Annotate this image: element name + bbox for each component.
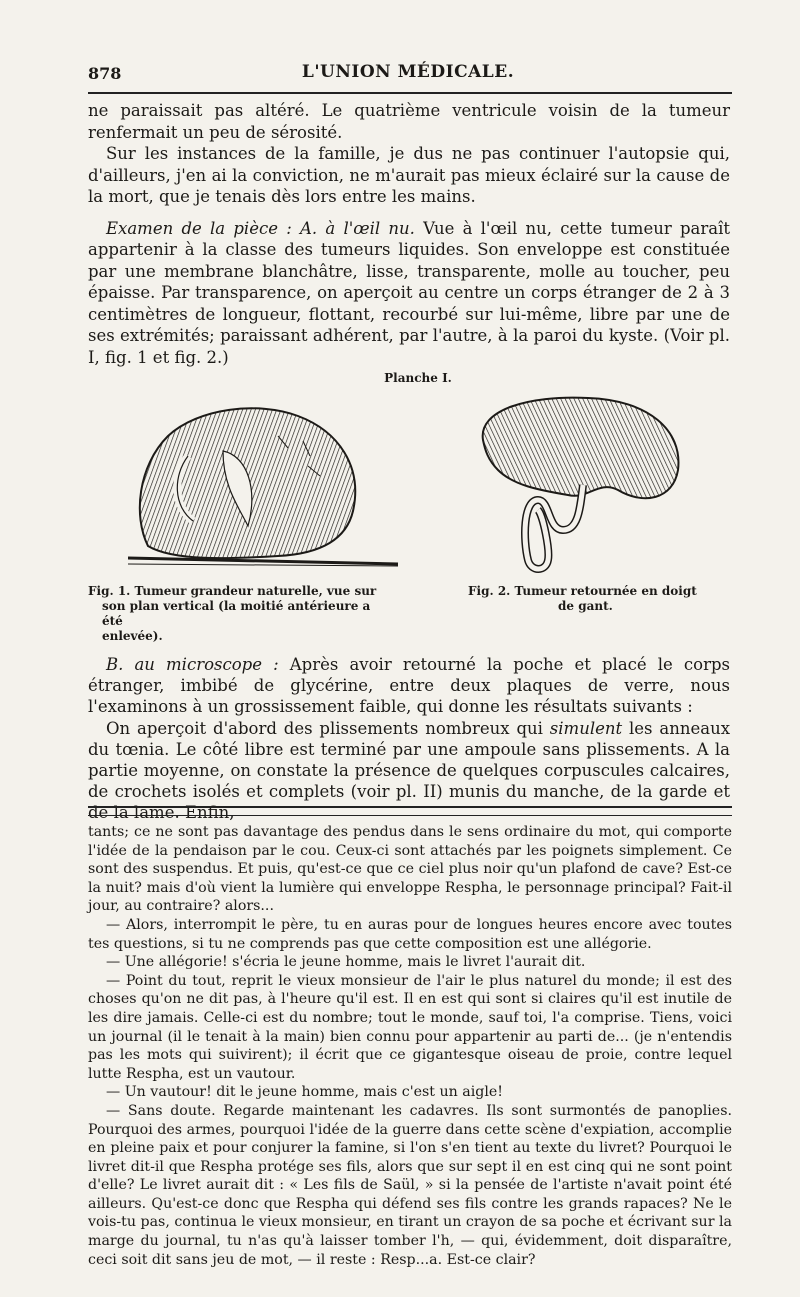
exam-b-text: Après avoir retourné la poche et placé le corps étranger, imbibé de glycérine, entre deux plaques de verre, nous l'examinons à un grossissement faible, qui donne les résultats suivants :	[88, 655, 730, 717]
exam-a-paragraph	[88, 218, 730, 369]
figure-1-caption	[88, 584, 388, 644]
article-paragraph: ne paraissait pas altéré. Le quatrième ventricule voisin de la tumeur renfermait un peu de sérosité.	[88, 101, 730, 142]
exam-a-text: Vue à l'œil nu, cette tumeur paraît appartenir à la classe des tumeurs liquides. Son enveloppe est constituée par une membrane blanchâtre, lisse, transparente, molle au toucher, peu épaisse. Par transparence, on aperçoit au centre un corps étranger de 2 à 3 centimètres de longueur, flottant, recourbé sur lui-même, libre par une de ses extrémités; paraissant adhérent, par l'autre, à la paroi du kyste. (Voir pl. I, fig. 1 et fig. 2.)	[88, 218, 730, 367]
figures-block	[88, 390, 730, 643]
feuilleton-paragraph: — Sans doute. Regarde maintenant les cadavres. Ils sont surmontés de panoplies. Pourquoi des armes, pourquoi l'idée de la guerre dans cette scène d'expiation, accomplie en pleine paix et pour conjurer la famine, si l'on s'en tient au texte du livret? Pourquoi le livret dit-il que Respha protége ses fils, alors que sur sept il en est cinq qui ne sont point d'elle? Le livret aurait dit : « Les fils de Saül, » si la pensée de l'artiste n'avait point été ailleurs. Qu'est-ce donc que Respha qui défend ses fils contre les grands rapaces? Ne le vois-tu pas, continua le vieux monsieur, en tirant un crayon de sa poche et écrivant sur la marge du journal, tu n'as qu'à laisser tomber l'h, — qui, évidemment, doit disparaître, ceci soit dit sans jeu de mot, — il reste : Resp...a. Est-ce clair?	[88, 1102, 732, 1268]
caption-line: Fig. 1. Tumeur grandeur naturelle, vue sur	[88, 583, 377, 598]
tumor-figure-1	[128, 396, 418, 571]
header-rule	[88, 92, 732, 94]
feuilleton-paragraph: — Alors, interrompit le père, tu en auras pour de longues heures encore avec toutes tes questions, si tu ne comprends pas que cette composition est une allégorie.	[88, 916, 732, 952]
feuilleton-paragraph: — Point du tout, reprit le vieux monsieur de l'air le plus naturel du monde; il est des choses qu'on ne dit pas, à l'heure qu'il est. Il en est qui sont si claires qu'il est inutile de les dire jamais. Celle-ci est du nombre; tout le monde, sauf toi, l'a comprise. Tiens, voici un journal (il le tenait à la main) bien connu pour appartenir au parti de... (je n'entendis pas les mots qui suivirent); il écrit que ce gigantesque oiseau de proie, contre lequel lutte Respha, est un vautour.	[88, 972, 732, 1082]
caption-line: son plan vertical (la moitié antérieure a été	[102, 598, 371, 628]
feuilleton-separator	[88, 806, 732, 816]
planche-title: Planche I.	[384, 371, 452, 385]
caption-line: enlevée).	[102, 628, 163, 643]
exam-a-label: Examen de la pièce : A. à l'œil nu.	[106, 218, 415, 238]
caption-line: Fig. 2. Tumeur retournée en doigt	[468, 583, 697, 598]
article-paragraph: Sur les instances de la famille, je dus ne pas continuer l'autopsie qui, d'ailleurs, j'en ai la conviction, ne m'aurait pas mieux éclairé sur la cause de la mort, que je tenais dès lors entre les mains.	[88, 144, 730, 206]
article-body	[88, 100, 730, 643]
figure-2-caption	[468, 584, 718, 614]
emphasized-word: simulent	[549, 718, 623, 738]
feuilleton-body	[88, 823, 732, 1269]
feuilleton-paragraph: — Un vautour! dit le jeune homme, mais c'est un aigle!	[106, 1084, 504, 1101]
microscope-paragraph: On aperçoit d'abord des plissements nombreux qui simulent les anneaux du tœnia. Le côté libre est terminé par une ampoule sans plissements. A la partie moyenne, on constate la présence de quelques corpuscules calcaires, de crochets isolés et complets (voir pl. II) munis du manche, de la garde et de la lame. Enfin,	[88, 718, 730, 823]
exam-b-label: B. au microscope :	[106, 655, 279, 674]
feuilleton-paragraph: — Une allégorie! s'écria le jeune homme, mais le livret l'aurait dit.	[106, 954, 586, 971]
exam-b-paragraph	[88, 654, 730, 718]
caption-line: de gant.	[558, 598, 613, 613]
feuilleton-paragraph: tants; ce ne sont pas davantage des pendus dans le sens ordinaire du mot, qui comporte l'idée de la pendaison par le cou. Ceux-ci sont attachés par les poignets simplement. Ce sont des suspendus. Et puis, qu'est-ce que ce ciel plus noir qu'un plafond de cave? Est-ce la nuit? mais d'où vient la lumière qui enveloppe Respha, le personnage principal? Fait-il jour, au contraire? alors...	[88, 824, 732, 915]
page-number: 878	[88, 64, 122, 83]
article-body-continued	[88, 654, 730, 824]
page-header	[88, 62, 728, 86]
journal-title: L'UNION MÉDICALE.	[301, 62, 515, 82]
tumor-figure-2	[468, 390, 708, 580]
